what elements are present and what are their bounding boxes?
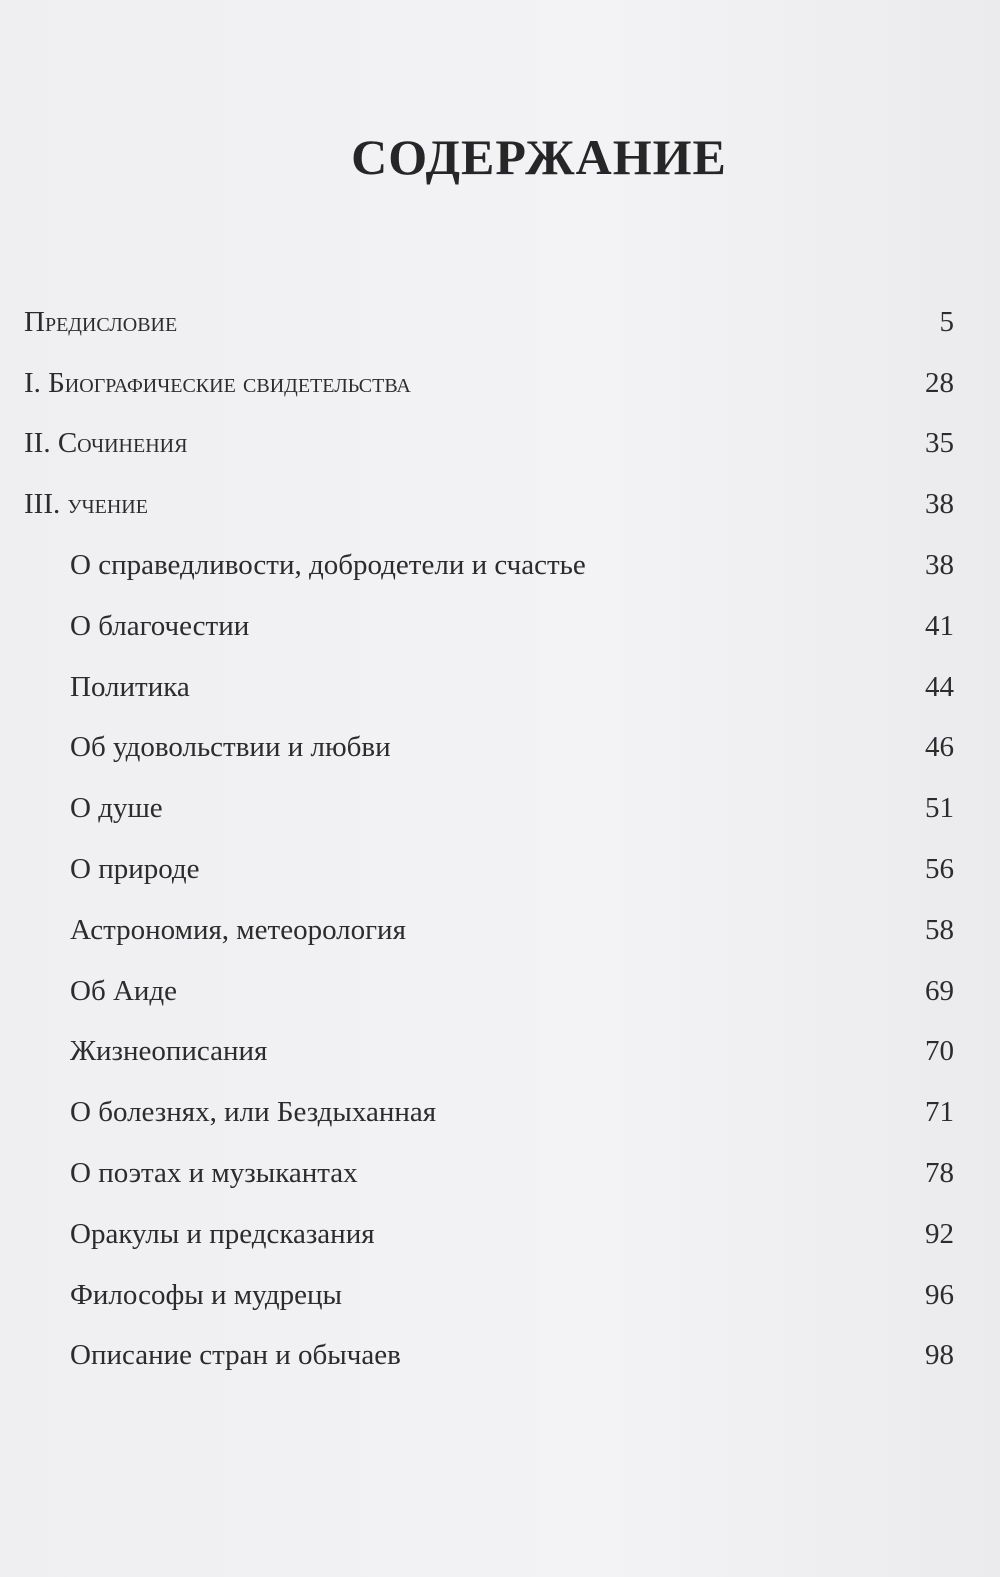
toc-entry-page: 56 [925,853,954,886]
toc-entry-title: О поэтах и музыкантах [70,1157,358,1190]
toc-entry-page: 98 [925,1339,954,1372]
toc-entry-page: 46 [925,731,954,764]
toc-entry-biographies [24,1022,954,1083]
toc-entry-piety [24,596,954,657]
toc-entry-page: 35 [925,427,954,460]
toc-entry-politics [24,657,954,718]
toc-entry-page: 51 [925,792,954,825]
toc-entry-page: 44 [925,670,954,703]
toc-entry-title: I. Биографические свидетельства [24,366,411,399]
toc-entry-title: Астрономия, метеорология [70,913,406,946]
toc-entry-preface [24,292,954,353]
toc-entry-page: 5 [939,305,954,338]
toc-entry-page: 28 [925,366,954,399]
toc-entry-title: О природе [70,853,200,886]
toc-entry-title: Жизнеописания [70,1035,268,1068]
page-title: СОДЕРЖАНИЕ [351,129,727,185]
toc-entry-works [24,414,954,475]
toc-entry-justice [24,535,954,596]
toc-entry-title: Об удовольствии и любви [70,731,391,764]
table-of-contents [24,292,954,1386]
toc-entry-title: Оракулы и предсказания [70,1217,375,1250]
toc-entry-title: О благочестии [70,609,250,642]
toc-entry-diseases [24,1082,954,1143]
toc-entry-title: III. учение [24,488,148,521]
toc-entry-nature [24,839,954,900]
toc-entry-countries [24,1326,954,1387]
toc-entry-biographical [24,353,954,414]
toc-entry-page: 96 [925,1278,954,1311]
toc-entry-page: 70 [925,1035,954,1068]
toc-entry-oracles [24,1204,954,1265]
toc-entry-page: 38 [925,549,954,582]
toc-entry-title: Предисловие [24,305,178,338]
toc-entry-page: 58 [925,913,954,946]
toc-entry-title: О душе [70,792,163,825]
toc-entry-page: 78 [925,1157,954,1190]
toc-entry-page: 69 [925,974,954,1007]
toc-entry-title: Об Аиде [70,974,178,1007]
toc-entry-title: Политика [70,670,190,703]
toc-entry-title: II. Сочинения [24,427,188,460]
toc-entry-title: О справедливости, добродетели и счастье [70,549,586,582]
toc-entry-page: 41 [925,609,954,642]
toc-entry-page: 38 [925,488,954,521]
toc-entry-philosophers [24,1265,954,1326]
toc-entry-pleasure [24,718,954,779]
toc-entry-page: 92 [925,1217,954,1250]
toc-entry-poets [24,1143,954,1204]
toc-entry-teaching [24,474,954,535]
toc-entry-soul [24,778,954,839]
toc-entry-hades [24,961,954,1022]
toc-entry-title: Описание стран и обычаев [70,1339,401,1372]
toc-entry-page: 71 [925,1096,954,1129]
toc-entry-title: О болезнях, или Бездыханная [70,1096,437,1129]
toc-entry-astronomy [24,900,954,961]
toc-entry-title: Философы и мудрецы [70,1278,342,1311]
